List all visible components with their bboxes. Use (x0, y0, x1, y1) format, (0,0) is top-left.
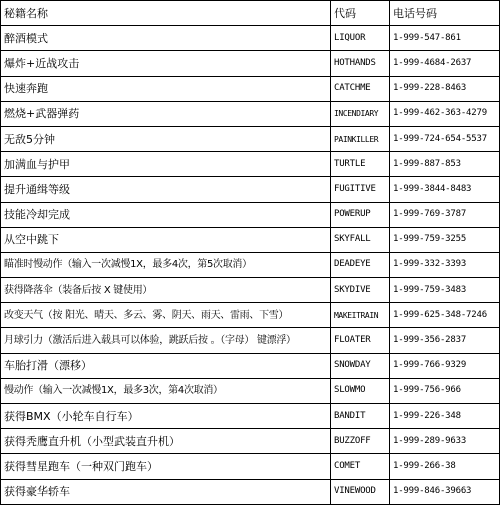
phone-number-cell: 1-999-724-654-5537 (390, 126, 500, 151)
cheat-name-cell: 获得BMX（小轮车自行车） (1, 404, 331, 429)
cheat-name-cell: 技能冷却完成 (1, 202, 331, 227)
table-header-row (1, 1, 500, 26)
table-row (1, 429, 500, 454)
phone-number-cell: 1-999-228-8463 (390, 76, 500, 101)
phone-number-cell: 1-999-625-348-7246 (390, 303, 500, 328)
cheat-code-cell: TURTLE (331, 152, 390, 177)
cheat-name-cell: 获得彗星跑车（一种双门跑车） (1, 454, 331, 479)
table-row (1, 454, 500, 479)
cheat-code-cell: HOTHANDS (331, 51, 390, 76)
table-row (1, 101, 500, 126)
table-row (1, 328, 500, 353)
table-row (1, 404, 500, 429)
phone-number-cell: 1-999-756-966 (390, 378, 500, 403)
cheat-name-cell: 燃烧+武器弹药 (1, 101, 331, 126)
cheat-name-cell: 获得豪华轿车 (1, 479, 331, 504)
phone-number-cell: 1-999-289-9633 (390, 429, 500, 454)
cheat-code-cell: FUGITIVE (331, 177, 390, 202)
table-row (1, 378, 500, 403)
cheat-code-cell: SNOWDAY (331, 353, 390, 378)
cheat-table-body (1, 1, 500, 505)
cheat-name-cell: 加满血与护甲 (1, 152, 331, 177)
phone-number-cell: 1-999-226-348 (390, 404, 500, 429)
phone-number-cell: 1-999-462-363-4279 (390, 101, 500, 126)
table-row (1, 126, 500, 151)
cheat-code-cell: INCENDIARY (331, 101, 390, 126)
cheat-name-cell: 获得降落伞（装备后按 X 键使用） (1, 278, 331, 303)
table-row (1, 227, 500, 252)
cheat-name-cell: 慢动作（输入一次减慢1X，最多3次，第4次取消） (1, 378, 331, 403)
phone-number-cell: 1-999-769-3787 (390, 202, 500, 227)
phone-number-cell: 1-999-4684-2637 (390, 51, 500, 76)
cheat-name-cell: 无敌5分钟 (1, 126, 331, 151)
cheat-name-cell: 瞄准时慢动作（输入一次减慢1X，最多4次，第5次取消） (1, 252, 331, 277)
phone-number-cell: 1-999-332-3393 (390, 252, 500, 277)
table-row (1, 76, 500, 101)
table-row (1, 252, 500, 277)
cheat-code-cell: CATCHME (331, 76, 390, 101)
header-cheat-code: 代码 (331, 1, 390, 26)
header-phone-number: 电话号码 (390, 1, 500, 26)
table-row (1, 303, 500, 328)
phone-number-cell: 1-999-846-39663 (390, 479, 500, 504)
cheat-code-cell: SKYFALL (331, 227, 390, 252)
phone-number-cell: 1-999-266-38 (390, 454, 500, 479)
cheat-code-cell: PAINKILLER (331, 126, 390, 151)
phone-number-cell: 1-999-759-3255 (390, 227, 500, 252)
table-row (1, 26, 500, 51)
cheat-name-cell: 月球引力（激活后进入载具可以体验，跳跃后按 。（字母） 键漂浮） (1, 328, 331, 353)
cheat-name-cell: 车胎打滑（漂移） (1, 353, 331, 378)
cheat-name-cell: 改变天气（按 阳光、晴天、多云、雾、阴天、雨天、雷雨、下雪） (1, 303, 331, 328)
cheat-code-cell: LIQUOR (331, 26, 390, 51)
phone-number-cell: 1-999-3844-8483 (390, 177, 500, 202)
cheat-code-cell: SKYDIVE (331, 278, 390, 303)
table-row (1, 51, 500, 76)
cheat-code-cell: FLOATER (331, 328, 390, 353)
cheat-code-cell: POWERUP (331, 202, 390, 227)
cheat-code-cell: DEADEYE (331, 252, 390, 277)
table-row (1, 152, 500, 177)
table-row (1, 177, 500, 202)
cheat-code-cell: BANDIT (331, 404, 390, 429)
phone-number-cell: 1-999-356-2837 (390, 328, 500, 353)
header-cheat-name: 秘籍名称 (1, 1, 331, 26)
cheat-name-cell: 获得秃鹰直升机（小型武装直升机） (1, 429, 331, 454)
cheat-code-cell: SLOWMO (331, 378, 390, 403)
table-row (1, 353, 500, 378)
cheat-code-cell: BUZZOFF (331, 429, 390, 454)
cheat-code-cell: COMET (331, 454, 390, 479)
cheat-name-cell: 快速奔跑 (1, 76, 331, 101)
cheat-name-cell: 提升通缉等级 (1, 177, 331, 202)
phone-number-cell: 1-999-759-3483 (390, 278, 500, 303)
phone-number-cell: 1-999-547-861 (390, 26, 500, 51)
table-row (1, 278, 500, 303)
phone-number-cell: 1-999-887-853 (390, 152, 500, 177)
table-row (1, 202, 500, 227)
cheat-name-cell: 醉酒模式 (1, 26, 331, 51)
cheat-code-cell: MAKEITRAIN (331, 303, 390, 328)
phone-number-cell: 1-999-766-9329 (390, 353, 500, 378)
cheat-name-cell: 爆炸+近战攻击 (1, 51, 331, 76)
cheat-name-cell: 从空中跳下 (1, 227, 331, 252)
table-row (1, 479, 500, 504)
cheat-code-cell: VINEWOOD (331, 479, 390, 504)
